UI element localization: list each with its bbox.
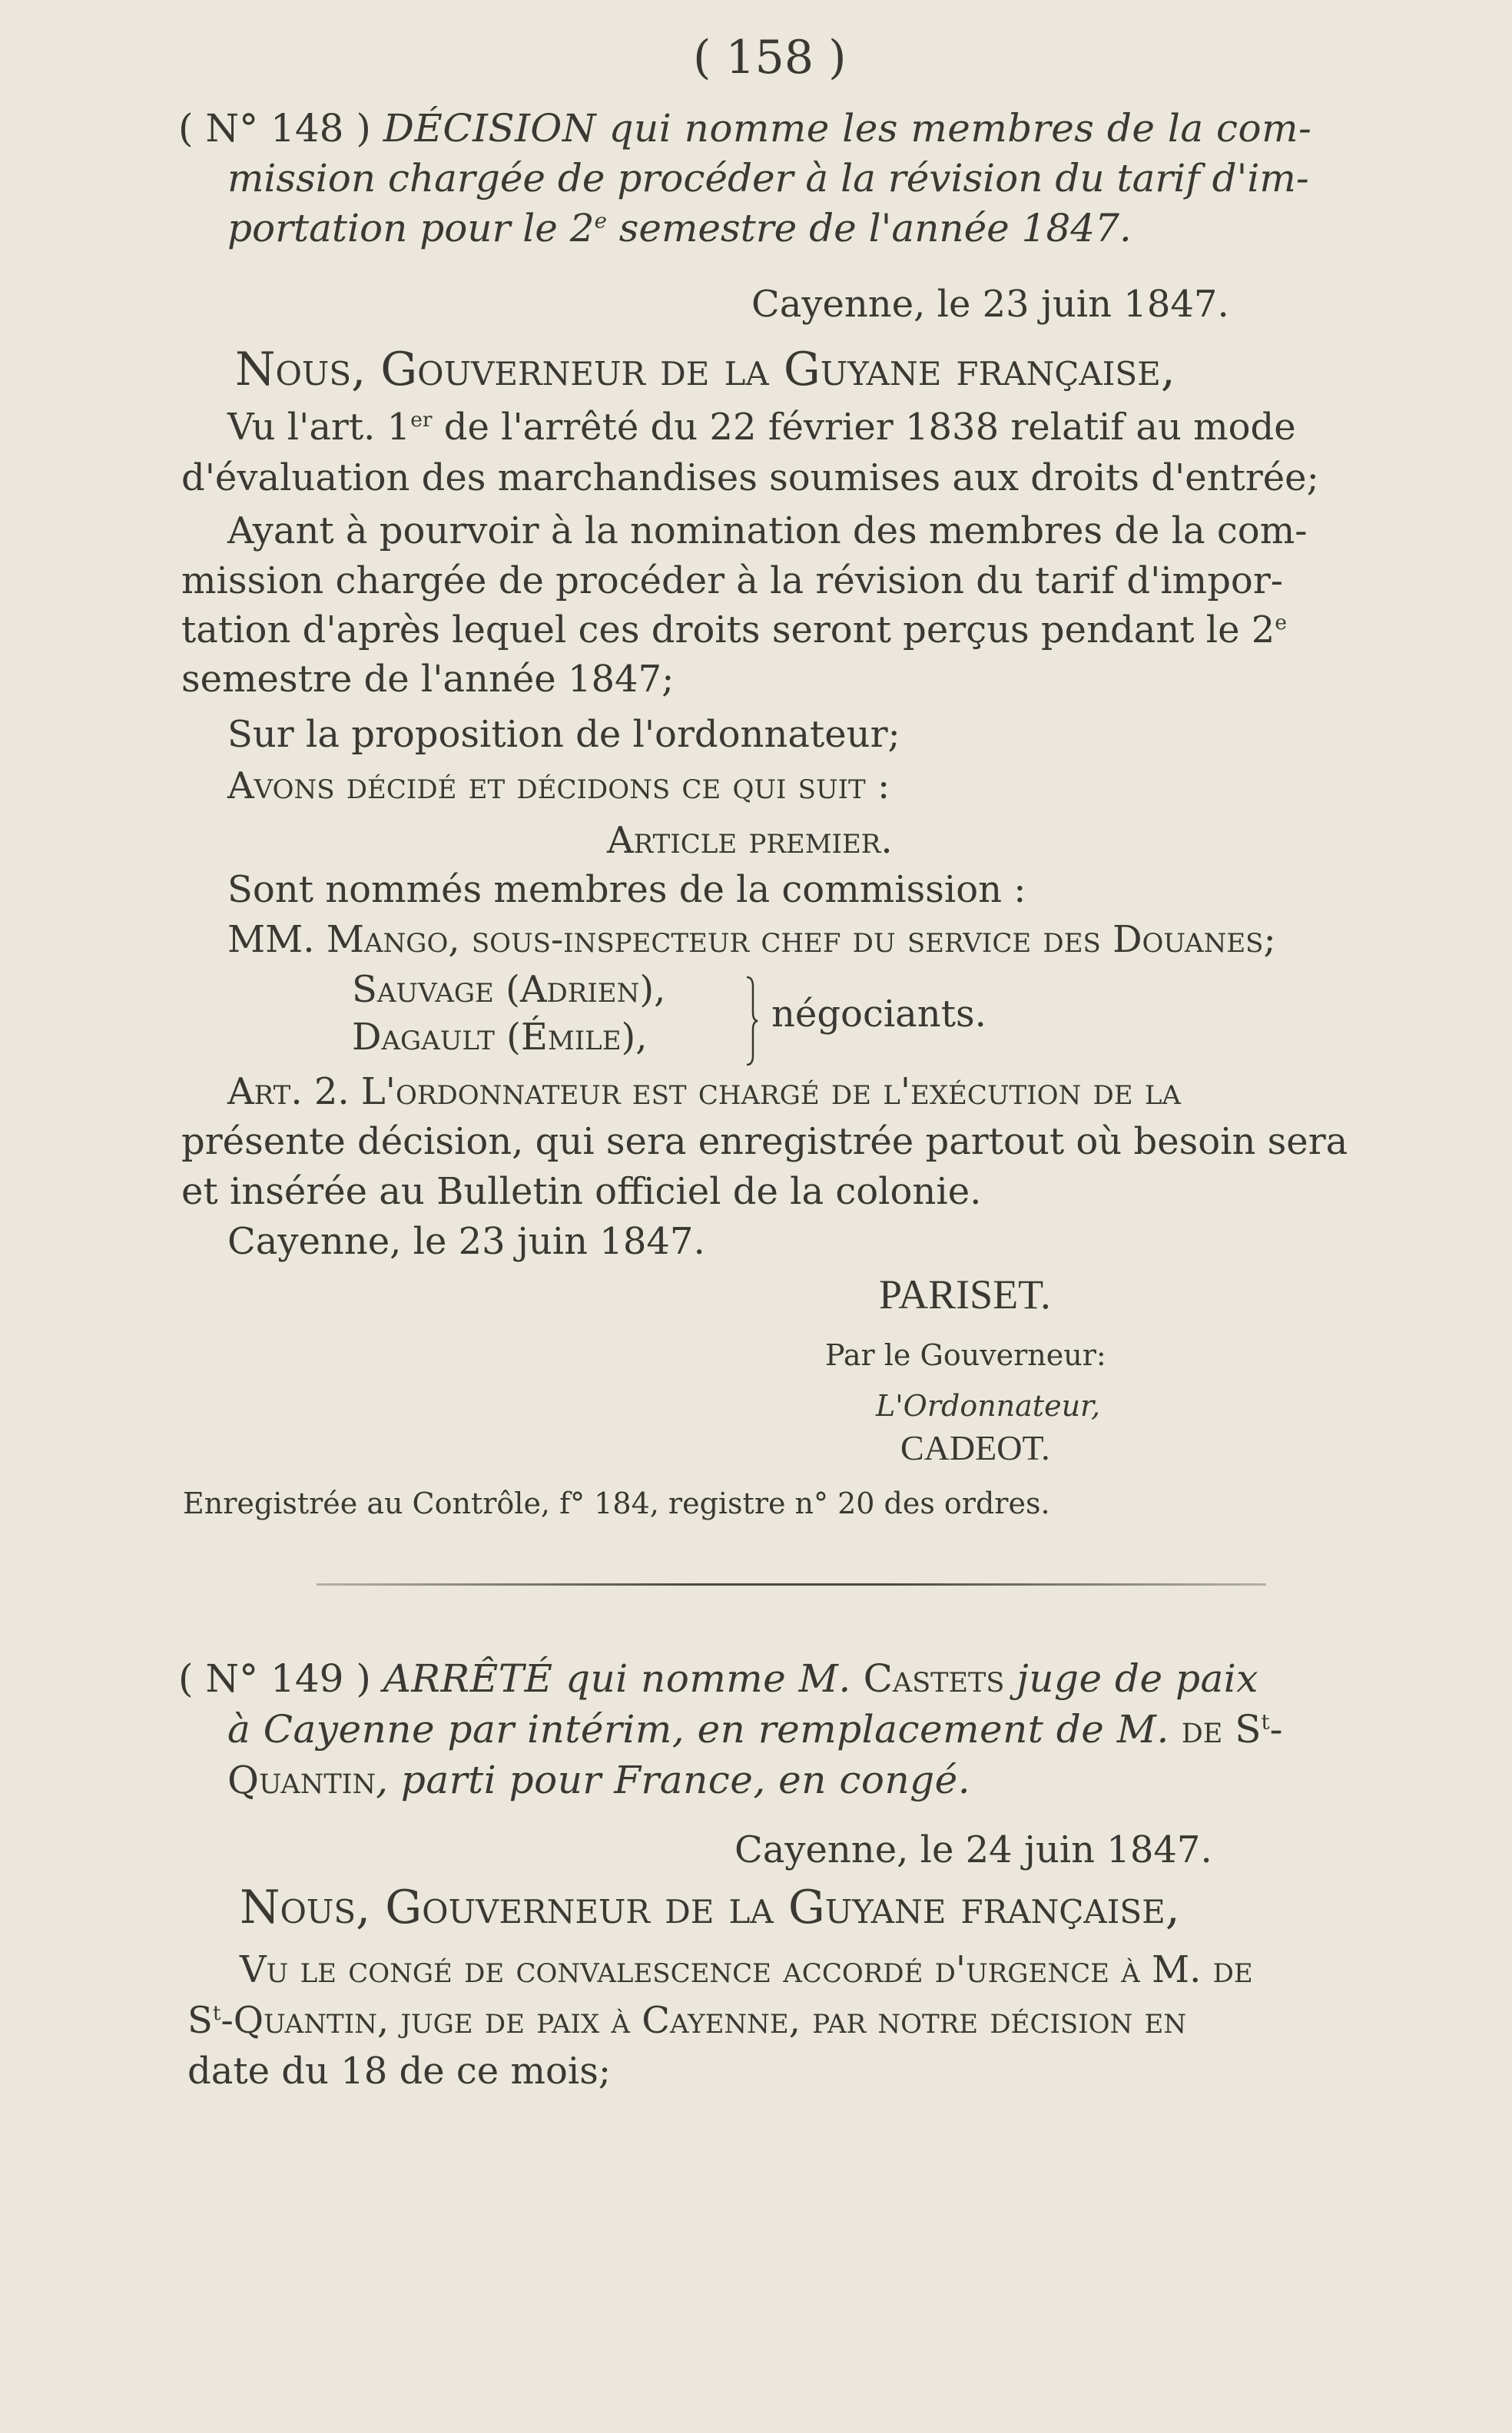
decision-148-avons: Avons décidé et décidons ce qui suit : xyxy=(227,764,890,807)
decision-148-vu-line1: Vu l'art. 1er de l'arrêté du 22 février 1838 relatif au mode xyxy=(227,406,1296,449)
decision-148-dateline: Cayenne, le 23 juin 1847. xyxy=(751,283,1229,326)
article-2-line3: et insérée au Bulletin officiel de la colonie. xyxy=(181,1170,982,1213)
decision-148-ayant-line3: tation d'après lequel ces droits seront perçus pendant le 2e xyxy=(181,608,1287,651)
signature-pariset: PARISET. xyxy=(879,1271,1051,1318)
decision-148-sur: Sur la proposition de l'ordonnateur; xyxy=(227,713,900,756)
decision-148-heading-line1 xyxy=(178,106,1311,151)
arrete-149-vu-line2: $S^t$-Quantin, juge de paix à Cayenne, par notre décision en xyxy=(187,1999,1187,2042)
arrete-149-heading-line2: à Cayenne par intérim, en remplacement de M. de $S^t-$ xyxy=(227,1707,1283,1752)
arrete-149-vu-line1: Vu le congé de convalescence accordé d'urgence à M. de xyxy=(240,1948,1253,1991)
page-number: ( 158 ) xyxy=(693,31,847,85)
member-mango: MM. Mango, sous-inspecteur chef du service des Douanes; xyxy=(227,918,1276,961)
enregistree-note: Enregistrée au Contrôle, f° 184, registre n° 20 des ordres. xyxy=(183,1487,1050,1520)
decision-148-ayant-line2: mission chargée de procéder à la révision du tarif d'impor- xyxy=(181,559,1283,602)
decision-148-ayant-line4: semestre de l'année 1847; xyxy=(181,658,675,701)
member-dagault: Dagault (Émile), xyxy=(352,1016,648,1059)
decision-148-nous: Nous, Gouverneur de la Guyane française, xyxy=(235,343,1175,396)
arrete-149-number: ( N° 149 ) xyxy=(178,1656,371,1701)
negociants-label: négociants. xyxy=(771,993,986,1036)
brace-icon xyxy=(744,976,759,1066)
arrete-149-dateline: Cayenne, le 24 juin 1847. xyxy=(734,1828,1212,1871)
decision-148-closing-date: Cayenne, le 23 juin 1847. xyxy=(227,1220,705,1263)
decision-148-heading-line3: portation pour le 2e semestre de l'année 1847. xyxy=(227,206,1132,250)
article-2-line1: Art. 2. L'ordonnateur est chargé de l'exécution de la xyxy=(227,1070,1181,1113)
decision-148-number: ( N° 148 ) xyxy=(178,106,371,151)
signature-cadeot: CADEOT. xyxy=(900,1428,1050,1467)
par-le-gouverneur: Par le Gouverneur: xyxy=(825,1338,1106,1372)
mm-prefix: MM. xyxy=(227,918,315,961)
section-divider xyxy=(317,1583,1266,1586)
article-2-line2: présente décision, qui sera enregistrée partout où besoin sera xyxy=(181,1120,1348,1163)
decision-148-vu-line2: d'évaluation des marchandises soumises aux droits d'entrée; xyxy=(181,456,1319,499)
member-sauvage: Sauvage (Adrien), xyxy=(352,968,666,1011)
article-premier-heading: Article premier. xyxy=(607,819,893,862)
arrete-149-nous: Nous, Gouverneur de la Guyane française, xyxy=(240,1881,1180,1934)
arrete-149-heading-line1: ( N° 149 ) ARRÊTÉ qui nomme M. Castets juge de paix xyxy=(178,1656,1258,1701)
decision-148-sont: Sont nommés membres de la commission : xyxy=(227,868,1026,911)
decision-148-ayant-line1: Ayant à pourvoir à la nomination des membres de la com- xyxy=(227,509,1308,552)
arrete-149-vu-line3: date du 18 de ce mois; xyxy=(187,2050,612,2093)
ordonnateur-title: L'Ordonnateur, xyxy=(876,1389,1101,1423)
decision-148-heading-line2: mission chargée de procéder à la révision du tarif d'im- xyxy=(227,156,1309,201)
decision-148-title: DÉCISION qui nomme les membres de la com- xyxy=(383,106,1312,151)
arrete-149-heading-line3: Quantin, parti pour France, en congé. xyxy=(227,1758,971,1802)
